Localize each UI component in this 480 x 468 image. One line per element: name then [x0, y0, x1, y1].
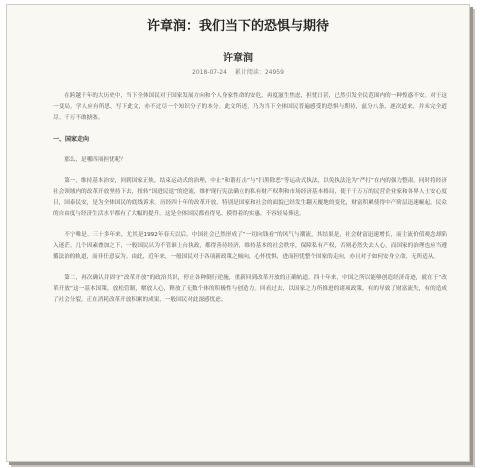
article-author: 许章润 [223, 53, 253, 64]
article-body [53, 91, 447, 316]
body-paragraph: 第一，维持基本治安，回到国家正轨，结束运动式的治理，中止“和谐打击”与“扫黑除恶”等运动式执法，以免执法沦为“严打”在内的强力整肃。同时将经济社会领域内的改革开放坚持下去，扭转“国进民退”的逆流，维护现行宪法确立的私有财产权利和市场经济基本格局，使千千万万的民营企业家和各界人士安心度日，国泰民安，是为全体国民的底线诉求。历经四十年的改革开放，特别是国家和社会的面貌已经发生翻天覆地的变化，财富积累使得中产阶层迅速崛起，民众的自由度与经济生活水平都有了大幅的提升。这是全体国民都看得见、摸得着的实惠，不容轻易葬送。 [53, 178, 447, 217]
section-lead: 那么，是哪四项担忧呢？ [64, 157, 126, 163]
article-page [6, 4, 470, 462]
publish-date: 2018-07-24 [192, 69, 227, 76]
body-paragraph: 第二，再次确认并固守“改革开放”的政治共识，停止各种倒行逆施，重新回到改革开放的正确轨道。四十年来，中国之所以能够创造经济奇迹，就在于“改革开放”这一基本国策。放松管制，解放人心，释放了无数个体的积极性与创造力。回看过去，以国家之力所推进的诸项政策，有的导致了财富流失，有的造成了社会分裂，正在消耗改革开放积累的成果，一般国民对此深感忧虑。 [53, 275, 447, 303]
body-paragraph: 不宁唯是。三十多年来，尤其是1992年春天以后，中国社会已然形成了“一切向钱看”的风气与潮流，其结果是，社会财富迅速增长，而主流价值观念却陷入迷茫。几个因素叠加之下，一般国民认为不管谁上台执政，都得善待经济，维持基本的社会秩序，保障私有产权，否则必然失去人心。而国家的治理也应当遵循法治的轨道，而非任意妄为。由此，近年来，一般国民对于各项新政策之倾向，心怀忧惧，进而担忧整个国家的走向，亦且对于如何安身立命，无所适从。 [53, 232, 447, 260]
article-title: 许章润：我们当下的恐惧与期待 [146, 19, 329, 34]
article-meta [7, 67, 469, 76]
section-heading: 一、国家走向 [53, 136, 90, 143]
view-count: 累计阅读：24959 [234, 69, 284, 76]
intro-paragraph: 在跨越千年的大历史中，当下全体国民对于国家发展方向和个人身家性命的安危，再度滋生焦虑，担忧日甚，已然引发全民范围内的一种惶惑不安。对于这一变局，学人应有所思，写下此文，亦不过尽一个知识分子的本分。此文所述，乃为当下全体国民普遍感受的恐惧与期待，兹分八条，逐次道来，并未完全道尽。千万不敢搪塞。 [53, 93, 447, 121]
